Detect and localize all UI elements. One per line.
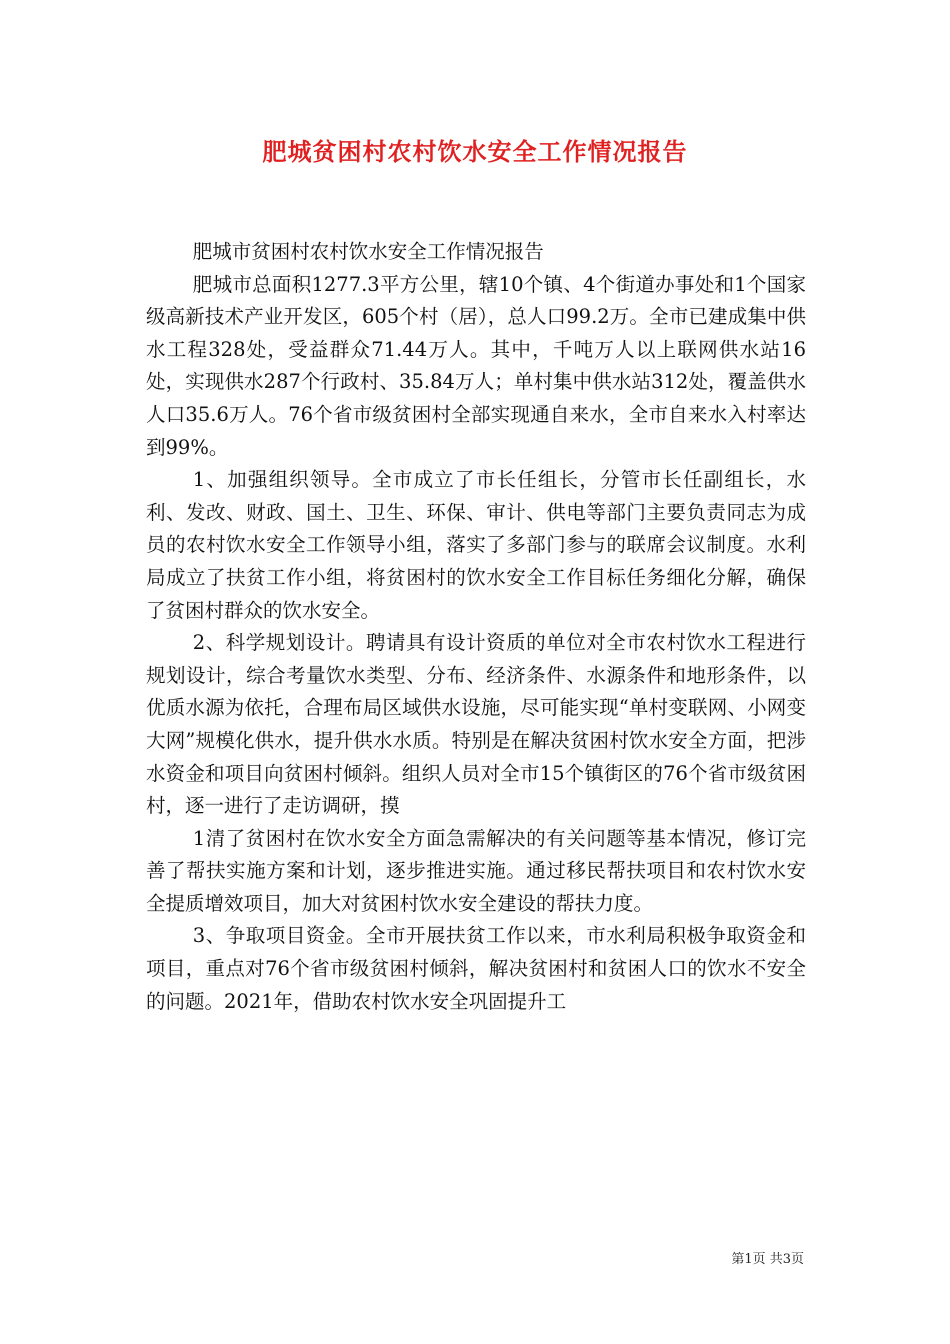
paragraph-survey: 1清了贫困村在饮水安全方面急需解决的有关问题等基本情况，修订完善了帮扶实施方案和计划，逐步推进实施。通过移民帮扶项目和农村饮水安全提质增效项目，加大对贫困村饮水安全建设的帮扶力度。: [146, 826, 806, 915]
paragraph-funding: 3、争取项目资金。全市开展扶贫工作以来，市水利局积极争取资金和项目，重点对76个省市级贫困村倾斜，解决贫困村和贫困人口的饮水不安全的问题。2021年，借助农村饮水安全巩固提升工: [146, 924, 806, 1013]
paragraph-overview: 肥城市总面积1277.3平方公里，辖10个镇、4个街道办事处和1个国家级高新技术产业开发区，605个村（居），总人口99.2万。全市已建成集中供水工程328处，受益群众71.44万人。其中，千吨万人以上联网供水站16处，实现供水287个行政村、35.84万人；单村集中供水站312处，覆盖供水人口35.6万人。76个省市级贫困村全部实现通自来水，全市自来水入村率达到99%。: [146, 272, 806, 459]
document-body: [146, 236, 806, 1018]
page-number: 第1页 共3页: [731, 1252, 804, 1267]
document-subtitle: 肥城市贫困村农村饮水安全工作情况报告: [192, 240, 544, 263]
paragraph-organization: 1、加强组织领导。全市成立了市长任组长，分管市长任副组长，水利、发改、财政、国土、卫生、环保、审计、供电等部门主要负责同志为成员的农村饮水安全工作领导小组，落实了多部门参与的联席会议制度。水利局成立了扶贫工作小组，将贫困村的饮水安全工作目标任务细化分解，确保了贫困村群众的饮水安全。: [146, 468, 806, 622]
paragraph-planning: 2、科学规划设计。聘请具有设计资质的单位对全市农村饮水工程进行规划设计，综合考量饮水类型、分布、经济条件、水源条件和地形条件，以优质水源为依托，合理布局区域供水设施，尽可能实现“单村变联网、小网变大网”规模化供水，提升供水水质。特别是在解决贫困村饮水安全方面，把涉水资金和项目向贫困村倾斜。组织人员对全市15个镇街区的76个省市级贫困村，逐一进行了走访调研，摸: [146, 631, 806, 818]
document-title: 肥城贫困村农村饮水安全工作情况报告: [262, 137, 688, 166]
